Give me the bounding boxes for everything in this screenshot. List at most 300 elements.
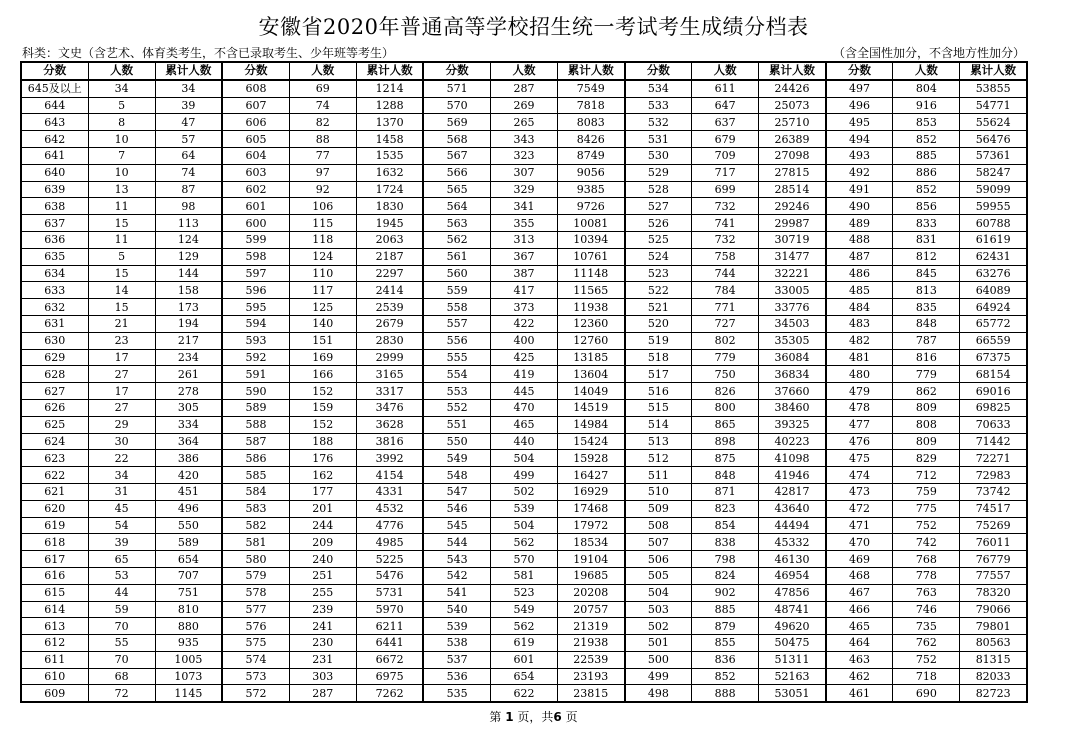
cell-count: 307 [490, 164, 557, 181]
cell-score: 562 [423, 231, 490, 248]
cell-cumulative: 5225 [356, 551, 423, 568]
cell-cumulative: 386 [155, 450, 222, 467]
table-row [21, 265, 1027, 282]
cell-score: 518 [625, 349, 692, 366]
cell-score: 590 [222, 383, 289, 400]
cell-score: 480 [826, 366, 893, 383]
cell-score: 508 [625, 517, 692, 534]
cell-score: 538 [423, 635, 490, 652]
cell-count: 15 [88, 215, 155, 232]
table-row [21, 534, 1027, 551]
cell-cumulative: 76779 [960, 551, 1027, 568]
table-header-row [21, 62, 1027, 80]
cell-score: 543 [423, 551, 490, 568]
cell-score: 571 [423, 80, 490, 97]
cell-score: 530 [625, 147, 692, 164]
cell-count: 752 [893, 517, 960, 534]
cell-count: 809 [893, 399, 960, 416]
table-row [21, 332, 1027, 349]
cell-cumulative: 44494 [759, 517, 826, 534]
cell-score: 597 [222, 265, 289, 282]
cell-score: 488 [826, 231, 893, 248]
cell-cumulative: 33005 [759, 282, 826, 299]
cell-cumulative: 71442 [960, 433, 1027, 450]
cell-score: 567 [423, 147, 490, 164]
cell-score: 492 [826, 164, 893, 181]
cell-count: 885 [893, 147, 960, 164]
cell-score: 621 [21, 483, 88, 500]
table-row [21, 383, 1027, 400]
table-row [21, 483, 1027, 500]
score-distribution-table [20, 61, 1028, 703]
cell-score: 602 [222, 181, 289, 198]
cell-count: 7 [88, 147, 155, 164]
cell-score: 476 [826, 433, 893, 450]
cell-count: 854 [692, 517, 759, 534]
cell-score: 629 [21, 349, 88, 366]
cell-score: 501 [625, 635, 692, 652]
cell-score: 584 [222, 483, 289, 500]
cell-count: 853 [893, 114, 960, 131]
cell-count: 712 [893, 467, 960, 484]
cell-count: 763 [893, 584, 960, 601]
column-header-score: 分数 [21, 62, 88, 80]
column-header-score: 分数 [222, 62, 289, 80]
cell-cumulative: 23815 [558, 685, 625, 702]
cell-count: 323 [490, 147, 557, 164]
cell-count: 419 [490, 366, 557, 383]
cell-cumulative: 72983 [960, 467, 1027, 484]
table-row [21, 567, 1027, 584]
cell-score: 464 [826, 635, 893, 652]
cell-score: 625 [21, 416, 88, 433]
cell-score: 531 [625, 131, 692, 148]
cell-cumulative: 30719 [759, 231, 826, 248]
cell-count: 255 [289, 584, 356, 601]
cell-count: 826 [692, 383, 759, 400]
cell-cumulative: 2414 [356, 282, 423, 299]
cell-count: 53 [88, 567, 155, 584]
cell-cumulative: 12760 [558, 332, 625, 349]
cell-score: 522 [625, 282, 692, 299]
cell-cumulative: 5970 [356, 601, 423, 618]
cell-count: 699 [692, 181, 759, 198]
cell-cumulative: 3165 [356, 366, 423, 383]
cell-score: 589 [222, 399, 289, 416]
category-note: 科类：文史（含艺术、体育类考生，不含已录取考生、少年班等考生） [22, 46, 395, 60]
cell-cumulative: 16427 [558, 467, 625, 484]
column-header-cumulative: 累计人数 [558, 62, 625, 80]
cell-score: 613 [21, 618, 88, 635]
cell-score: 586 [222, 450, 289, 467]
cell-score: 595 [222, 299, 289, 316]
cell-cumulative: 75269 [960, 517, 1027, 534]
cell-score: 632 [21, 299, 88, 316]
cell-score: 620 [21, 500, 88, 517]
cell-score: 506 [625, 551, 692, 568]
cell-score: 545 [423, 517, 490, 534]
cell-count: 800 [692, 399, 759, 416]
cell-cumulative: 1370 [356, 114, 423, 131]
cell-score: 513 [625, 433, 692, 450]
cell-cumulative: 654 [155, 551, 222, 568]
cell-score: 475 [826, 450, 893, 467]
cell-count: 21 [88, 315, 155, 332]
cell-score: 596 [222, 282, 289, 299]
table-row [21, 164, 1027, 181]
cell-count: 768 [893, 551, 960, 568]
cell-score: 630 [21, 332, 88, 349]
cell-cumulative: 3317 [356, 383, 423, 400]
cell-count: 570 [490, 551, 557, 568]
cell-count: 110 [289, 265, 356, 282]
cell-score: 563 [423, 215, 490, 232]
cell-score: 636 [21, 231, 88, 248]
cell-score: 614 [21, 601, 88, 618]
cell-count: 845 [893, 265, 960, 282]
cell-count: 654 [490, 668, 557, 685]
cell-cumulative: 14049 [558, 383, 625, 400]
cell-score: 559 [423, 282, 490, 299]
cell-count: 265 [490, 114, 557, 131]
page-footer [0, 708, 1067, 725]
cell-score: 641 [21, 147, 88, 164]
cell-score: 515 [625, 399, 692, 416]
cell-score: 610 [21, 668, 88, 685]
cell-cumulative: 6975 [356, 668, 423, 685]
cell-cumulative: 4331 [356, 483, 423, 500]
cell-cumulative: 53051 [759, 685, 826, 702]
cell-cumulative: 23193 [558, 668, 625, 685]
cell-cumulative: 10761 [558, 248, 625, 265]
cell-cumulative: 16929 [558, 483, 625, 500]
cell-cumulative: 63276 [960, 265, 1027, 282]
footer-prefix: 第 [489, 710, 502, 724]
cell-count: 329 [490, 181, 557, 198]
cell-cumulative: 364 [155, 433, 222, 450]
cell-score: 497 [826, 80, 893, 97]
cell-cumulative: 2830 [356, 332, 423, 349]
cell-score: 633 [21, 282, 88, 299]
cell-cumulative: 34503 [759, 315, 826, 332]
cell-count: 303 [289, 668, 356, 685]
table-row [21, 551, 1027, 568]
cell-count: 871 [692, 483, 759, 500]
cell-count: 829 [893, 450, 960, 467]
cell-cumulative: 66559 [960, 332, 1027, 349]
cell-cumulative: 56476 [960, 131, 1027, 148]
table-row [21, 601, 1027, 618]
cell-cumulative: 7262 [356, 685, 423, 702]
table-row [21, 635, 1027, 652]
cell-score: 511 [625, 467, 692, 484]
cell-score: 534 [625, 80, 692, 97]
cell-score: 554 [423, 366, 490, 383]
cell-score: 598 [222, 248, 289, 265]
cell-score: 499 [625, 668, 692, 685]
cell-cumulative: 25710 [759, 114, 826, 131]
cell-count: 417 [490, 282, 557, 299]
cell-score: 642 [21, 131, 88, 148]
cell-cumulative: 194 [155, 315, 222, 332]
cell-count: 848 [692, 467, 759, 484]
cell-cumulative: 36084 [759, 349, 826, 366]
cell-cumulative: 3476 [356, 399, 423, 416]
table-row [21, 147, 1027, 164]
cell-cumulative: 78320 [960, 584, 1027, 601]
cell-cumulative: 9726 [558, 198, 625, 215]
cell-count: 709 [692, 147, 759, 164]
cell-count: 176 [289, 450, 356, 467]
table-row [21, 467, 1027, 484]
cell-count: 400 [490, 332, 557, 349]
cell-cumulative: 34 [155, 80, 222, 97]
cell-count: 622 [490, 685, 557, 702]
cell-count: 727 [692, 315, 759, 332]
cell-count: 833 [893, 215, 960, 232]
cell-count: 835 [893, 299, 960, 316]
cell-cumulative: 5731 [356, 584, 423, 601]
cell-score: 472 [826, 500, 893, 517]
cell-count: 239 [289, 601, 356, 618]
cell-count: 470 [490, 399, 557, 416]
cell-score: 572 [222, 685, 289, 702]
cell-count: 779 [692, 349, 759, 366]
cell-cumulative: 81315 [960, 651, 1027, 668]
cell-cumulative: 80563 [960, 635, 1027, 652]
cell-score: 498 [625, 685, 692, 702]
cell-score: 604 [222, 147, 289, 164]
cell-cumulative: 4776 [356, 517, 423, 534]
cell-cumulative: 496 [155, 500, 222, 517]
cell-count: 852 [893, 181, 960, 198]
cell-count: 499 [490, 467, 557, 484]
cell-score: 546 [423, 500, 490, 517]
footer-page-number: 1 [505, 710, 514, 724]
cell-count: 65 [88, 551, 155, 568]
table-row [21, 366, 1027, 383]
cell-count: 23 [88, 332, 155, 349]
cell-score: 486 [826, 265, 893, 282]
cell-score: 631 [21, 315, 88, 332]
cell-count: 13 [88, 181, 155, 198]
table-row [21, 517, 1027, 534]
cell-cumulative: 9056 [558, 164, 625, 181]
cell-score: 558 [423, 299, 490, 316]
cell-count: 240 [289, 551, 356, 568]
cell-cumulative: 57 [155, 131, 222, 148]
cell-score: 618 [21, 534, 88, 551]
cell-cumulative: 70633 [960, 416, 1027, 433]
cell-score: 643 [21, 114, 88, 131]
cell-count: 562 [490, 534, 557, 551]
cell-cumulative: 13185 [558, 349, 625, 366]
cell-score: 467 [826, 584, 893, 601]
cell-cumulative: 4532 [356, 500, 423, 517]
cell-score: 623 [21, 450, 88, 467]
cell-count: 690 [893, 685, 960, 702]
cell-score: 551 [423, 416, 490, 433]
cell-count: 230 [289, 635, 356, 652]
cell-count: 886 [893, 164, 960, 181]
cell-count: 523 [490, 584, 557, 601]
cell-cumulative: 5476 [356, 567, 423, 584]
cell-score: 627 [21, 383, 88, 400]
cell-score: 485 [826, 282, 893, 299]
table-row [21, 80, 1027, 97]
cell-cumulative: 40223 [759, 433, 826, 450]
cell-count: 771 [692, 299, 759, 316]
cell-cumulative: 11565 [558, 282, 625, 299]
column-header-score: 分数 [625, 62, 692, 80]
column-header-count: 人数 [692, 62, 759, 80]
cell-count: 44 [88, 584, 155, 601]
cell-score: 587 [222, 433, 289, 450]
cell-cumulative: 11938 [558, 299, 625, 316]
cell-count: 852 [692, 668, 759, 685]
cell-score: 594 [222, 315, 289, 332]
cell-score: 500 [625, 651, 692, 668]
table-row [21, 181, 1027, 198]
cell-score: 512 [625, 450, 692, 467]
cell-cumulative: 1005 [155, 651, 222, 668]
cell-cumulative: 234 [155, 349, 222, 366]
cell-count: 816 [893, 349, 960, 366]
cell-score: 591 [222, 366, 289, 383]
cell-count: 106 [289, 198, 356, 215]
cell-score: 519 [625, 332, 692, 349]
bonus-note: （含全国性加分，不含地方性加分） [832, 46, 1025, 60]
cell-count: 97 [289, 164, 356, 181]
cell-cumulative: 87 [155, 181, 222, 198]
cell-score: 521 [625, 299, 692, 316]
cell-count: 750 [692, 366, 759, 383]
table-row [21, 500, 1027, 517]
cell-score: 523 [625, 265, 692, 282]
cell-cumulative: 73742 [960, 483, 1027, 500]
table-row [21, 282, 1027, 299]
cell-score: 524 [625, 248, 692, 265]
cell-cumulative: 21938 [558, 635, 625, 652]
cell-cumulative: 59099 [960, 181, 1027, 198]
cell-cumulative: 19685 [558, 567, 625, 584]
cell-score: 615 [21, 584, 88, 601]
cell-cumulative: 38460 [759, 399, 826, 416]
cell-count: 5 [88, 248, 155, 265]
cell-cumulative: 41946 [759, 467, 826, 484]
cell-score: 550 [423, 433, 490, 450]
cell-count: 11 [88, 231, 155, 248]
cell-count: 152 [289, 383, 356, 400]
cell-cumulative: 24426 [759, 80, 826, 97]
cell-count: 762 [893, 635, 960, 652]
cell-cumulative: 14519 [558, 399, 625, 416]
cell-count: 425 [490, 349, 557, 366]
cell-cumulative: 61619 [960, 231, 1027, 248]
cell-score: 609 [21, 685, 88, 702]
table-row [21, 450, 1027, 467]
cell-cumulative: 2063 [356, 231, 423, 248]
cell-cumulative: 129 [155, 248, 222, 265]
table-row [21, 584, 1027, 601]
cell-score: 489 [826, 215, 893, 232]
cell-cumulative: 2679 [356, 315, 423, 332]
column-header-score: 分数 [826, 62, 893, 80]
cell-cumulative: 8083 [558, 114, 625, 131]
table-row [21, 685, 1027, 702]
cell-cumulative: 18534 [558, 534, 625, 551]
cell-score: 516 [625, 383, 692, 400]
cell-cumulative: 550 [155, 517, 222, 534]
cell-score: 479 [826, 383, 893, 400]
cell-count: 74 [289, 97, 356, 114]
cell-score: 539 [423, 618, 490, 635]
cell-cumulative: 15424 [558, 433, 625, 450]
cell-cumulative: 46130 [759, 551, 826, 568]
cell-cumulative: 935 [155, 635, 222, 652]
cell-score: 542 [423, 567, 490, 584]
cell-score: 552 [423, 399, 490, 416]
column-header-cumulative: 累计人数 [960, 62, 1027, 80]
table-row [21, 215, 1027, 232]
cell-cumulative: 42817 [759, 483, 826, 500]
cell-score: 541 [423, 584, 490, 601]
cell-count: 34 [88, 467, 155, 484]
cell-count: 117 [289, 282, 356, 299]
cell-cumulative: 9385 [558, 181, 625, 198]
cell-count: 744 [692, 265, 759, 282]
cell-cumulative: 39 [155, 97, 222, 114]
cell-count: 115 [289, 215, 356, 232]
cell-count: 11 [88, 198, 155, 215]
cell-score: 603 [222, 164, 289, 181]
cell-count: 898 [692, 433, 759, 450]
column-header-cumulative: 累计人数 [356, 62, 423, 80]
cell-count: 865 [692, 416, 759, 433]
cell-count: 10 [88, 164, 155, 181]
cell-cumulative: 28514 [759, 181, 826, 198]
cell-count: 562 [490, 618, 557, 635]
cell-count: 54 [88, 517, 155, 534]
cell-count: 17 [88, 383, 155, 400]
cell-score: 461 [826, 685, 893, 702]
cell-cumulative: 79066 [960, 601, 1027, 618]
cell-cumulative: 37660 [759, 383, 826, 400]
cell-count: 241 [289, 618, 356, 635]
cell-count: 717 [692, 164, 759, 181]
column-header-count: 人数 [289, 62, 356, 80]
cell-count: 581 [490, 567, 557, 584]
cell-cumulative: 49620 [759, 618, 826, 635]
cell-cumulative: 33776 [759, 299, 826, 316]
cell-count: 735 [893, 618, 960, 635]
cell-count: 14 [88, 282, 155, 299]
cell-count: 15 [88, 265, 155, 282]
cell-cumulative: 6441 [356, 635, 423, 652]
cell-count: 619 [490, 635, 557, 652]
cell-score: 617 [21, 551, 88, 568]
cell-count: 445 [490, 383, 557, 400]
cell-score: 505 [625, 567, 692, 584]
cell-score: 487 [826, 248, 893, 265]
cell-count: 422 [490, 315, 557, 332]
cell-score: 576 [222, 618, 289, 635]
cell-score: 568 [423, 131, 490, 148]
cell-count: 313 [490, 231, 557, 248]
cell-score: 529 [625, 164, 692, 181]
cell-cumulative: 4154 [356, 467, 423, 484]
cell-count: 118 [289, 231, 356, 248]
